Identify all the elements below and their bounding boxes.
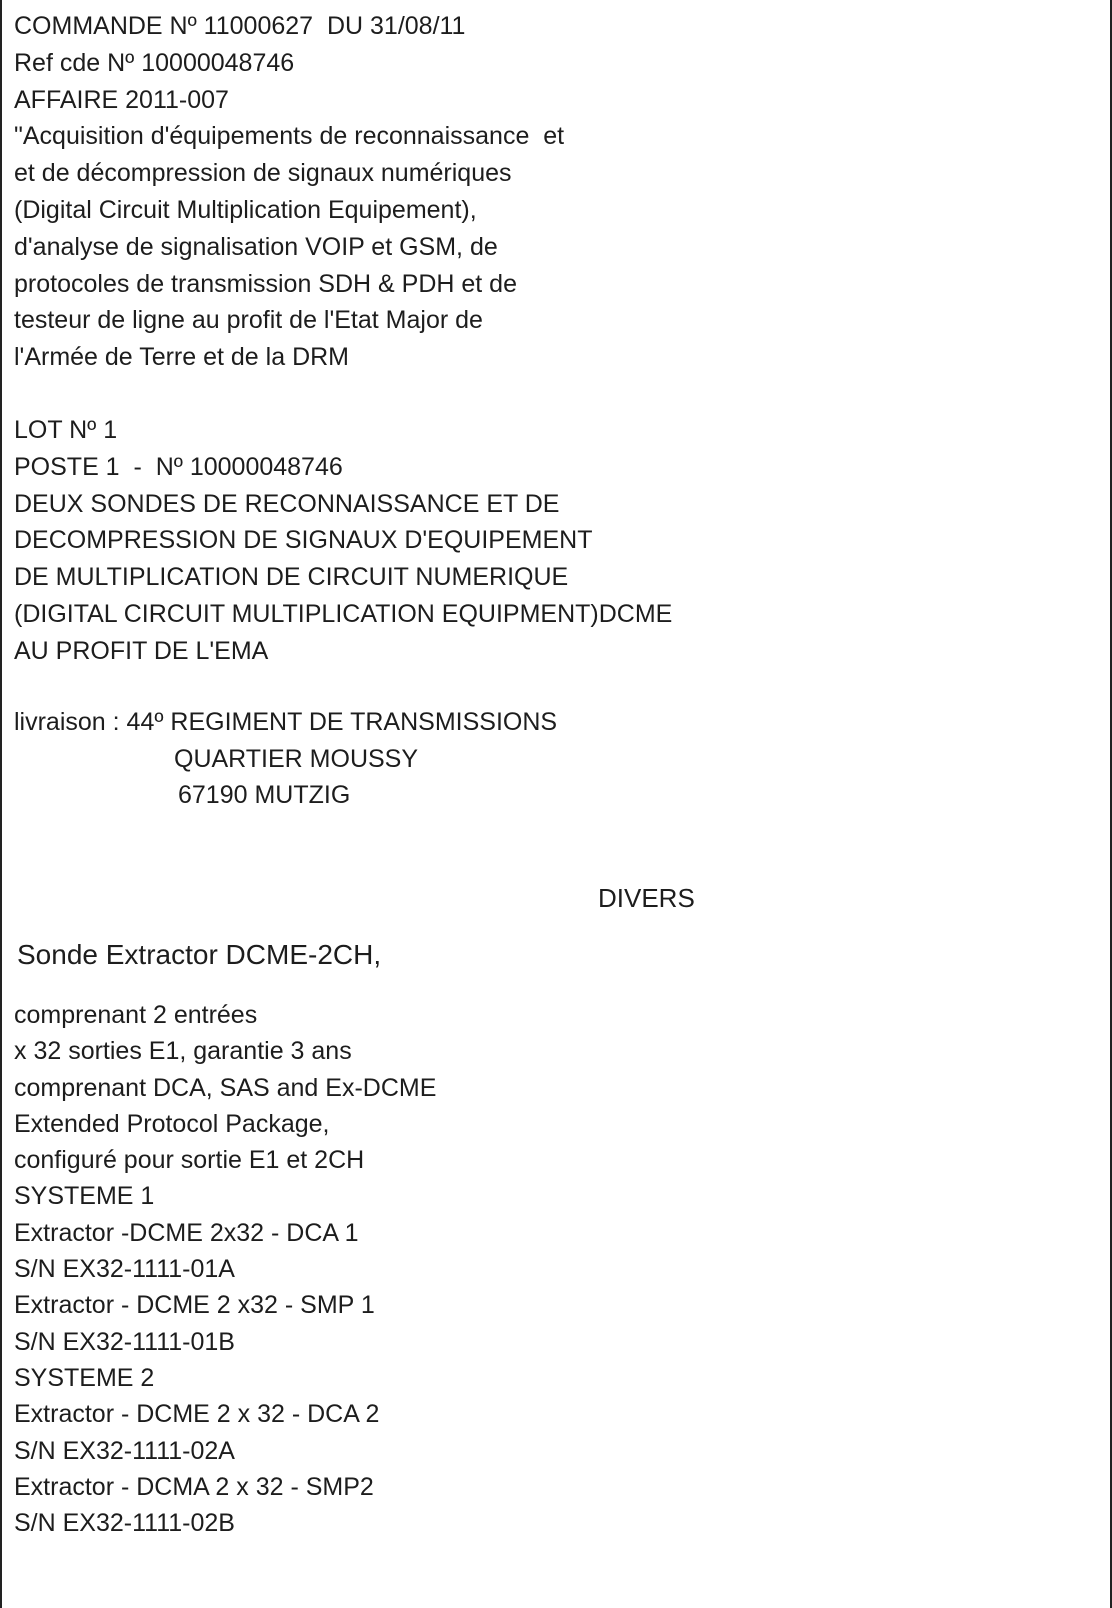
detail-line: configuré pour sortie E1 et 2CH [14,1146,365,1175]
lot-description-line-3: DE MULTIPLICATION DE CIRCUIT NUMERIQUE [14,563,569,592]
serial-number: S/N EX32-1111-01A [14,1255,235,1284]
serial-number: S/N EX32-1111-02A [14,1436,235,1465]
subject-line-3: (Digital Circuit Multiplication Equipement), [14,195,477,224]
delivery-address [14,704,557,814]
lot-description-line-2: DECOMPRESSION DE SIGNAUX D'EQUIPEMENT [14,526,593,555]
poste-line: POSTE 1 - Nº 10000048746 [14,452,343,481]
order-header [14,8,564,376]
lot-description-line-1: DEUX SONDES DE RECONNAISSANCE ET DE [14,489,560,518]
system-2-heading: SYSTEME 2 [14,1363,155,1392]
subject-line-7: l'Armée de Terre et de la DRM [14,343,349,372]
section-label: DIVERS [598,883,695,913]
subject-line-5: protocoles de transmission SDH & PDH et de [14,269,517,298]
order-number-line: COMMANDE Nº 11000627 DU 31/08/11 [14,12,466,40]
serial-number: S/N EX32-1111-02B [14,1509,235,1538]
detail-line: Extended Protocol Package, [14,1109,330,1138]
detail-line: Extractor - DCMA 2 x 32 - SMP2 [14,1472,374,1501]
detail-line: comprenant DCA, SAS and Ex-DCME [14,1073,437,1102]
lot-section [14,412,672,670]
lot-description-line-4: (DIGITAL CIRCUIT MULTIPLICATION EQUIPMENT)DCME [14,599,673,628]
serial-number: S/N EX32-1111-01B [14,1327,235,1356]
lot-description-line-5: AU PROFIT DE L'EMA [14,636,269,665]
detail-line: Extractor - DCME 2 x 32 - DCA 2 [14,1400,380,1429]
subject-line-1: "Acquisition d'équipements de reconnaissance et [14,122,565,151]
subject-line-4: d'analyse de signalisation VOIP et GSM, de [14,232,498,261]
lot-number: LOT Nº 1 [14,416,118,444]
detail-line: Extractor - DCME 2 x32 - SMP 1 [14,1291,375,1320]
delivery-city: 67190 MUTZIG [178,781,351,809]
system-1-heading: SYSTEME 1 [14,1182,155,1211]
delivery-recipient: 44º REGIMENT DE TRANSMISSIONS [126,708,558,736]
detail-line: comprenant 2 entrées [14,1001,258,1029]
subject-line-2: et de décompression de signaux numériques [14,159,512,188]
product-details [14,997,436,1541]
delivery-label: livraison : [14,708,127,736]
subject-line-6: testeur de ligne au profit de l'Etat Major de [14,306,483,335]
delivery-quarter: QUARTIER MOUSSY [174,744,419,773]
detail-line: Extractor -DCME 2x32 - DCA 1 [14,1218,359,1247]
order-reference-line: Ref cde Nº 10000048746 [14,48,295,77]
detail-line: x 32 sorties E1, garantie 3 ans [14,1037,352,1066]
product-title: Sonde Extractor DCME-2CH, [17,939,382,970]
affair-line: AFFAIRE 2011-007 [14,85,229,114]
